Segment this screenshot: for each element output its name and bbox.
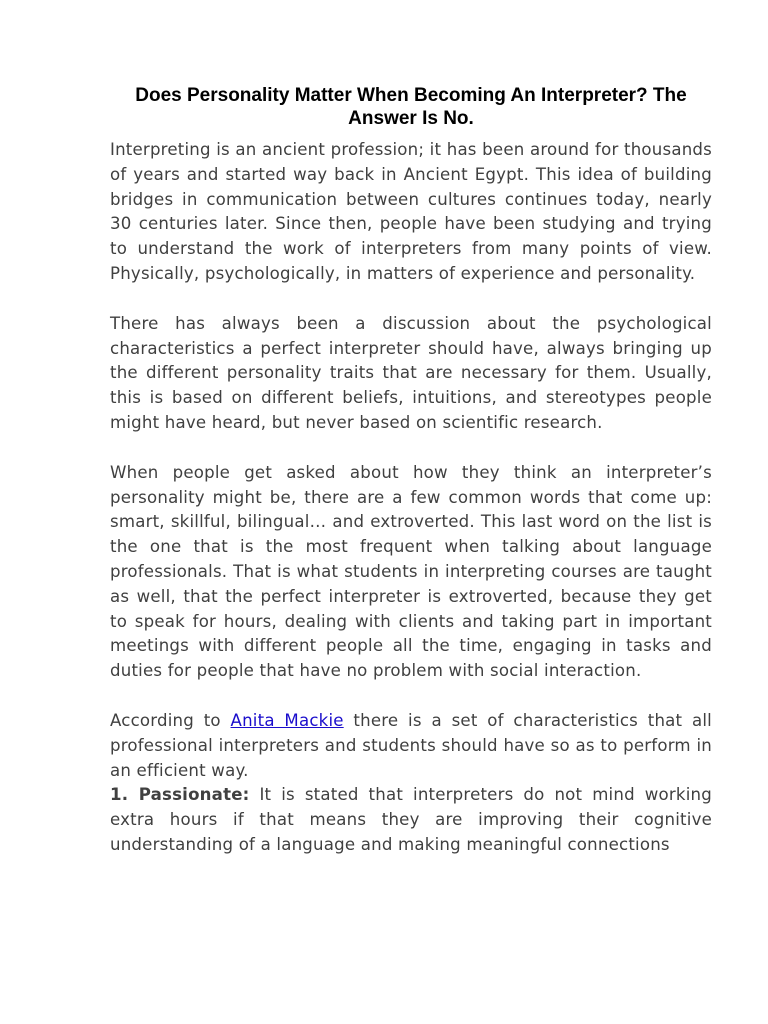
paragraph-intro: Interpreting is an ancient profession; it has been around for thousands of years and started way back in Ancient Egypt. This idea of building bridges in communication between cultures continues today, nearly 30 centuries later. Since then, people have been studying and trying to understand the work of interpreters from many points of view. Physically, psychologically, in matters of experience and personality. (110, 140, 712, 283)
mackie-prefix: According to (110, 710, 231, 730)
paragraph-spacer (110, 684, 712, 709)
list-item-passionate (110, 783, 712, 857)
document-title: Does Personality Matter When Becoming An Interpreter? The Answer Is No. (135, 85, 687, 129)
paragraph-discussion: There has always been a discussion about the psychological characteristics a perfect interpreter should have, always bringing up the different personality traits that are necessary for them. Usually, this is based on different beliefs, intuitions, and stereotypes people might have heard, but never based on scientific research. (110, 313, 712, 432)
paragraph-mackie (110, 709, 712, 783)
anita-mackie-link[interactable]: Anita Mackie (230, 710, 344, 730)
list-item-label: 1. Passionate: (110, 785, 250, 805)
list-item-text: It is stated that interpreters do not mind working extra hours if that means they are improving their cognitive understanding of a language and making meaningful connections (110, 785, 712, 854)
paragraph-common-words: When people get asked about how they think an interpreter’s personality might be, there are a few common words that come up: smart, skillful, bilingual… and extroverted. This last word on the list is the one that is the most frequent when talking about language professionals. That is what students in interpreting courses are taught as well, that the perfect interpreter is extroverted, because they get to speak for hours, dealing with clients and taking part in important meetings with different people all the time, engaging in tasks and duties for people that have no problem with social interaction. (110, 462, 712, 681)
paragraph-spacer (110, 287, 712, 312)
document-page (110, 84, 712, 858)
mackie-suffix: there is a set of characteristics that all professional interpreters and students should have so as to perform in an efficient way. (110, 710, 712, 780)
paragraph-spacer (110, 436, 712, 461)
